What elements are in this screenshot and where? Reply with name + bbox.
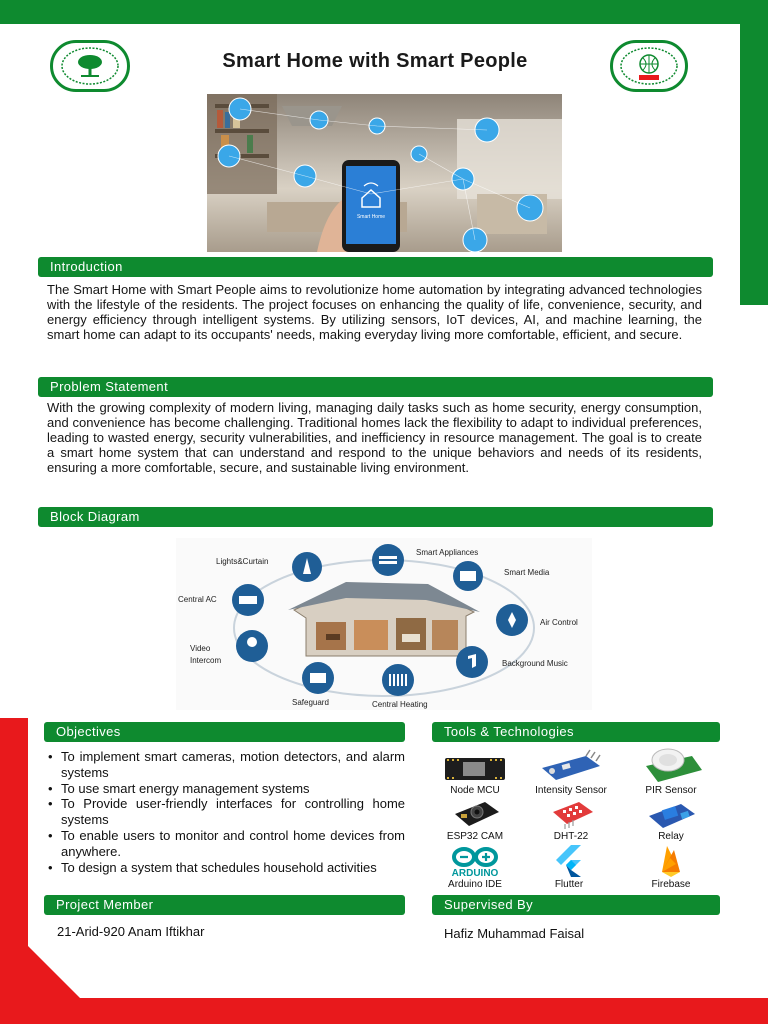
tool-esp32-cam [428,798,522,842]
node-label-air-control: Air Control [540,618,578,627]
tree-emblem-icon [60,46,120,86]
tool-label: Arduino IDE [448,879,502,890]
left-red-border [0,718,28,1024]
section-heading-objectives: Objectives [44,722,405,742]
tool-label: Intensity Sensor [535,785,607,796]
section-heading-problem-statement: Problem Statement [38,377,713,397]
dht22-sensor-icon [543,798,599,830]
node-label-central-ac: Central AC [178,595,217,604]
block-diagram [176,538,592,710]
tool-label: ESP32 CAM [446,831,504,842]
tool-pir-sensor [624,746,718,796]
section-heading-introduction: Introduction [38,257,713,277]
node-label-music: Background Music [502,659,568,668]
intensity-sensor-icon [536,748,606,784]
house-icon [288,582,480,656]
tool-arduino-ide [428,846,522,890]
bottom-red-corner [28,946,80,998]
node-label-video: Video [190,644,211,653]
department-logo-right [610,40,688,92]
nodemcu-board-icon [443,754,507,784]
tool-dht22 [524,798,618,842]
bottom-red-border [0,998,768,1024]
hero-illustration [207,94,562,252]
right-green-border [740,0,768,305]
relay-module-icon [643,798,699,830]
objective-item: • To Provide user-friendly interfaces for controlling home systems [47,796,405,828]
introduction-text: The Smart Home with Smart People aims to revolutionize home automation by integrating advanced technologies with the lifestyle of the residents. The project focuses on enhancing the quality of life, convenience, security, and energy efficiency through intelligent systems. By utilizing sensors, IoT devices, AI, and machine learning, the smart home can adapt to its occupants' needs, making everyday living more comfortable, efficient, and secure. [47,282,702,342]
esp32-cam-icon [447,798,503,830]
project-member-name: 21-Arid-920 Anam Iftikhar [57,924,205,939]
objective-item: • To implement smart cameras, motion detectors, and alarm systems [47,749,405,781]
node-label-appliances: Smart Appliances [416,548,479,557]
problem-statement-text: With the growing complexity of modern living, managing daily tasks such as home security, energy consumption, and convenience has become challenging. Traditional homes lack the flexibility to adapt to individual preferences, leading to wasted energy, security vulnerabilities, and inefficiency in resource management. The goal is to create a smart home system that can understand and respond to the unique behaviors and needs of its residents, ensuring a more comfortable, secure, and sustainable living environment. [47,400,702,475]
arduino-wordmark: ARDUINO [451,868,499,878]
flutter-logo-icon [553,844,585,878]
objective-item: • To use smart energy management systems [47,781,405,797]
corner-notch [712,24,740,52]
objective-item: • To enable users to monitor and control home devices from anywhere. [47,828,405,860]
tool-label: PIR Sensor [645,785,697,796]
tool-firebase [624,844,718,890]
poster-title: Smart Home with Smart People [222,50,528,72]
tool-node-mcu [428,754,522,796]
section-heading-project-member: Project Member [44,895,405,915]
hero-smart-home-image [207,94,562,252]
phone-caption: Smart Home [356,214,386,220]
section-heading-tools: Tools & Technologies [432,722,720,742]
objective-item: • To design a system that schedules household activities [47,860,405,876]
tool-relay [624,798,718,842]
node-label-intercom: Intercom [190,656,222,665]
node-label-safeguard: Safeguard [292,698,329,707]
supervisor-name: Hafiz Muhammad Faisal [444,926,585,941]
node-label-lights: Lights&Curtain [216,557,269,566]
tool-label: Relay [658,831,684,842]
top-green-border [0,0,768,24]
tool-label: DHT-22 [553,831,589,842]
section-heading-block-diagram: Block Diagram [38,507,713,527]
pir-sensor-icon [636,746,706,784]
firebase-logo-icon [656,844,686,878]
tool-label: Firebase [651,879,691,890]
tool-flutter [522,844,616,890]
section-heading-supervised-by: Supervised By [432,895,720,915]
tool-label: Flutter [554,879,584,890]
arduino-logo-icon [440,846,510,878]
node-label-heating: Central Heating [372,700,428,709]
tool-label: Node MCU [450,785,500,796]
node-label-media: Smart Media [504,568,550,577]
globe-emblem-icon [619,46,679,86]
university-logo-left [50,40,130,92]
objectives-list [47,749,405,875]
tool-intensity-sensor [524,748,618,796]
smart-appliances-icon [372,544,404,576]
